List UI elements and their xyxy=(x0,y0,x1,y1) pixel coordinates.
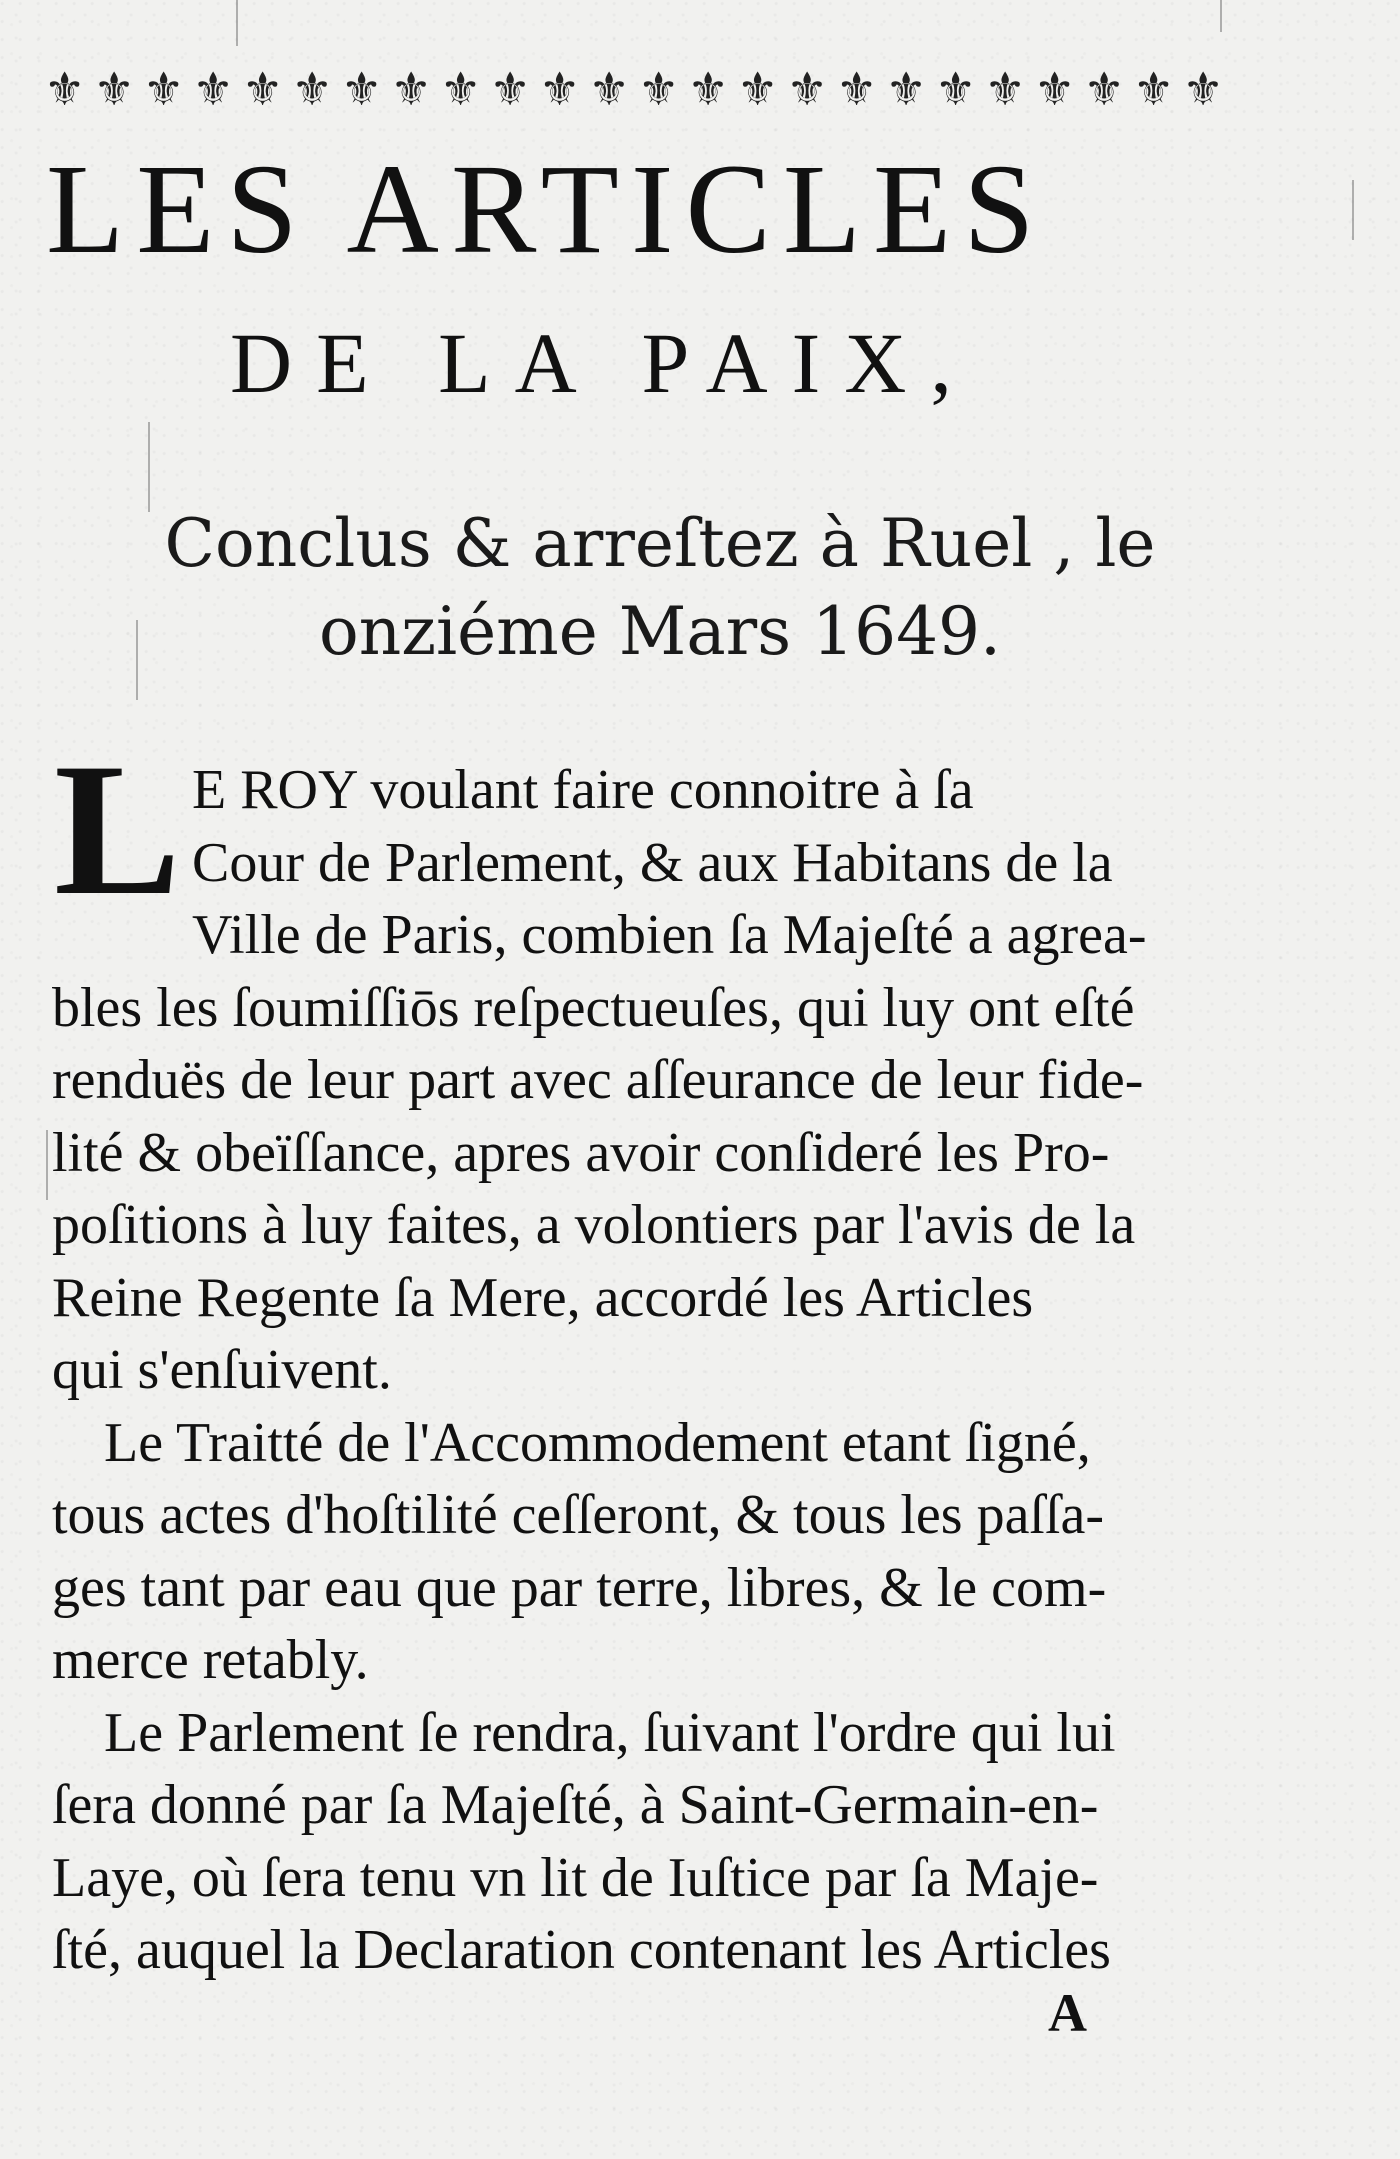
fleur-de-lis-icon: ⚜ xyxy=(1182,62,1224,116)
fleur-de-lis-icon: ⚜ xyxy=(885,62,927,116)
body-line: Reine Regente ſa Mere, accordé les Articles xyxy=(52,1266,1034,1329)
scan-artifact xyxy=(148,422,150,512)
body-line: merce retably. xyxy=(52,1629,369,1691)
body-text xyxy=(52,725,1242,1987)
scan-artifact xyxy=(236,0,238,46)
fleur-de-lis-icon: ⚜ xyxy=(341,62,383,116)
fleur-de-lis-icon: ⚜ xyxy=(291,62,333,116)
body-line: Cour de Parlement, & aux Habitans de la xyxy=(192,831,1113,894)
subtitle-line-2: onziéme Mars 1649. xyxy=(318,593,1002,670)
fleur-de-lis-icon: ⚜ xyxy=(390,62,432,116)
title-line-2: DE LA PAIX, xyxy=(230,315,976,411)
body-line: lité & obeïſſance, apres avoir conſideré les Pro- xyxy=(52,1121,1110,1184)
fleur-de-lis-icon: ⚜ xyxy=(539,62,581,116)
fleur-de-lis-icon: ⚜ xyxy=(1083,62,1125,116)
body-line: qui s'enſuivent. xyxy=(52,1339,392,1401)
fleur-de-lis-icon: ⚜ xyxy=(984,62,1026,116)
catchword: A xyxy=(1048,1983,1087,2043)
title-line-1: LES ARTICLES xyxy=(46,138,1047,280)
scan-artifact xyxy=(1352,180,1354,240)
fleur-de-lis-icon: ⚜ xyxy=(44,62,86,116)
subtitle xyxy=(120,500,1200,676)
body-line: ſera donné par ſa Majeſté, à Saint-Germain-en- xyxy=(52,1774,1099,1836)
fleur-de-lis-icon: ⚜ xyxy=(687,62,729,116)
fleur-de-lis-icon: ⚜ xyxy=(638,62,680,116)
drop-cap: L xyxy=(54,725,181,935)
scan-artifact xyxy=(136,620,138,700)
fleur-de-lis-icon: ⚜ xyxy=(737,62,779,116)
body-line: Le Traitté de l'Accommodement etant ſigné, xyxy=(104,1411,1091,1474)
body-line: E ROY voulant faire connoitre à ſa xyxy=(192,759,974,821)
fleur-de-lis-icon: ⚜ xyxy=(836,62,878,116)
subtitle-line-1: Conclus & arreſtez à Ruel , le xyxy=(164,505,1156,582)
fleur-de-lis-icon: ⚜ xyxy=(93,62,135,116)
title-main xyxy=(46,138,1226,280)
body-line: tous actes d'hoſtilité ceſſeront, & tous les paſſa- xyxy=(52,1484,1105,1546)
body-line: bles les ſoumiſſiōs reſpectueuſes, qui luy ont eſté xyxy=(52,976,1135,1039)
body-line: ſté, auquel la Declaration contenant les Articles xyxy=(52,1919,1111,1981)
fleur-de-lis-icon: ⚜ xyxy=(935,62,977,116)
fleuron-border xyxy=(44,54,1224,124)
body-line: poſitions à luy faites, a volontiers par l'avis de la xyxy=(52,1194,1136,1256)
body-line: Laye, où ſera tenu vn lit de Iuſtice par ſa Maje- xyxy=(52,1846,1099,1909)
fleur-de-lis-icon: ⚜ xyxy=(489,62,531,116)
body-line: renduës de leur part avec aſſeurance de leur fide- xyxy=(52,1049,1144,1111)
title-sub xyxy=(230,315,976,411)
fleur-de-lis-icon: ⚜ xyxy=(1133,62,1175,116)
body-line: Ville de Paris, combien ſa Majeſté a agrea- xyxy=(192,904,1147,966)
body-line: ges tant par eau que par terre, libres, & le com- xyxy=(52,1556,1107,1619)
fleur-de-lis-icon: ⚜ xyxy=(192,62,234,116)
fleur-de-lis-icon: ⚜ xyxy=(440,62,482,116)
fleur-de-lis-icon: ⚜ xyxy=(588,62,630,116)
fleur-de-lis-icon: ⚜ xyxy=(786,62,828,116)
fleur-de-lis-icon: ⚜ xyxy=(242,62,284,116)
scan-artifact xyxy=(1220,0,1222,32)
fleur-de-lis-icon: ⚜ xyxy=(1034,62,1076,116)
fleur-de-lis-icon: ⚜ xyxy=(143,62,185,116)
scan-artifact xyxy=(46,1130,48,1200)
body-line: Le Parlement ſe rendra, ſuivant l'ordre qui lui xyxy=(104,1701,1116,1764)
